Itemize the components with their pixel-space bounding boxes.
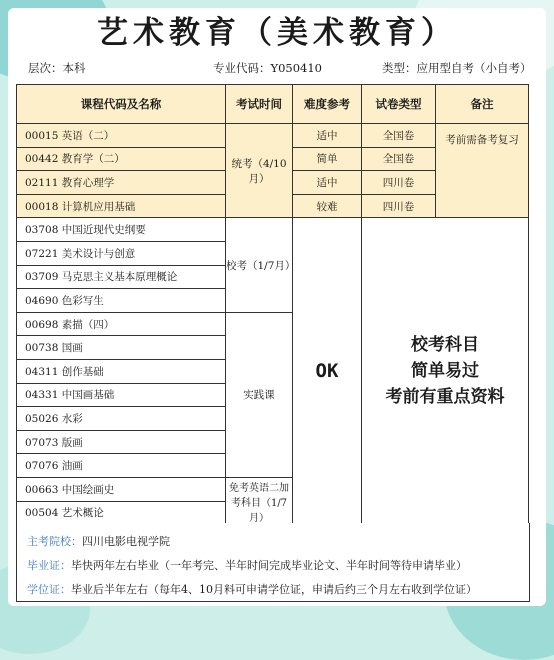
course-cell: 00504 艺术概论 — [17, 501, 226, 525]
course-cell: 03708 中国近现代史纲要 — [17, 218, 226, 242]
difficulty-cell: 适中 — [293, 171, 362, 195]
course-cell: 02111 教育心理学 — [17, 171, 226, 195]
exam-time-cell: 校考（1/7月） — [226, 218, 293, 312]
course-cell: 07221 美术设计与创意 — [17, 241, 226, 265]
header-difficulty: 难度参考 — [293, 85, 362, 124]
paper-type-cell: 全国卷 — [362, 147, 436, 171]
footer-degree-line — [27, 581, 477, 597]
course-cell: 05026 水彩 — [17, 407, 226, 431]
header-note: 备注 — [436, 85, 529, 124]
exam-time-cell: 统考（4/10月） — [226, 124, 293, 218]
course-table — [16, 84, 529, 525]
document-card — [8, 8, 546, 606]
paper-type-cell: 四川卷 — [362, 194, 436, 218]
course-cell: 04311 创作基础 — [17, 359, 226, 383]
page-title: 艺术教育（美术教育） — [97, 15, 457, 51]
difficulty-cell: 适中 — [293, 124, 362, 148]
footer-degree-label: 学位证： — [27, 583, 71, 596]
course-cell: 07073 版画 — [17, 430, 226, 454]
footer-school-value: 四川电影电视学院 — [82, 535, 170, 548]
course-cell: 00663 中国绘画史 — [17, 477, 226, 501]
summary-line-3: 考前有重点资料 — [385, 387, 505, 408]
table-header-row — [17, 85, 529, 124]
summary-line-1: 校考科目 — [411, 335, 479, 356]
table-row — [17, 124, 529, 148]
paper-type-cell: 全国卷 — [362, 124, 436, 148]
course-cell: 00442 教育学（二） — [17, 147, 226, 171]
footer-school-label: 主考院校： — [27, 535, 82, 548]
footer-info — [16, 523, 530, 602]
course-cell: 00698 素描（四） — [17, 312, 226, 336]
header-paper: 试卷类型 — [362, 85, 436, 124]
meta-type: 类型：应用型自考（小自考） — [382, 61, 532, 75]
course-cell: 00738 国画 — [17, 336, 226, 360]
footer-graduation-label: 毕业证： — [27, 559, 71, 572]
paper-type-cell: 四川卷 — [362, 171, 436, 195]
course-cell: 00018 计算机应用基础 — [17, 194, 226, 218]
footer-graduation-line — [27, 557, 467, 573]
header-time: 考试时间 — [226, 85, 293, 124]
course-cell: 07076 油画 — [17, 454, 226, 478]
header-course: 课程代码及名称 — [17, 85, 226, 124]
footer-school-line — [27, 533, 170, 549]
course-cell: 04690 色彩写生 — [17, 289, 226, 313]
difficulty-cell: 较难 — [293, 194, 362, 218]
footer-degree-value: 毕业后半年左右（每年4、10月料可申请学位证，申请后约三个月左右收到学位证） — [71, 583, 477, 596]
course-cell: 03709 马克思主义基本原理概论 — [17, 265, 226, 289]
summary-cell — [362, 218, 529, 525]
course-cell: 00015 英语（二） — [17, 124, 226, 148]
course-cell: 04331 中国画基础 — [17, 383, 226, 407]
table-row — [17, 218, 529, 242]
exam-time-cell: 免考英语二加考科目（1/7月） — [226, 477, 293, 524]
meta-level: 层次：本科 — [28, 61, 86, 75]
footer-graduation-value: 毕快两年左右毕业（一年考完、半年时间完成毕业论文、半年时间等待申请毕业） — [71, 559, 467, 572]
note-cell: 考前需备考复习 — [436, 124, 529, 218]
ok-cell: OK — [293, 218, 362, 525]
meta-code: 专业代码：Y050410 — [213, 61, 322, 75]
summary-line-2: 简单易过 — [411, 361, 479, 382]
difficulty-cell: 简单 — [293, 147, 362, 171]
exam-time-cell: 实践课 — [226, 312, 293, 477]
